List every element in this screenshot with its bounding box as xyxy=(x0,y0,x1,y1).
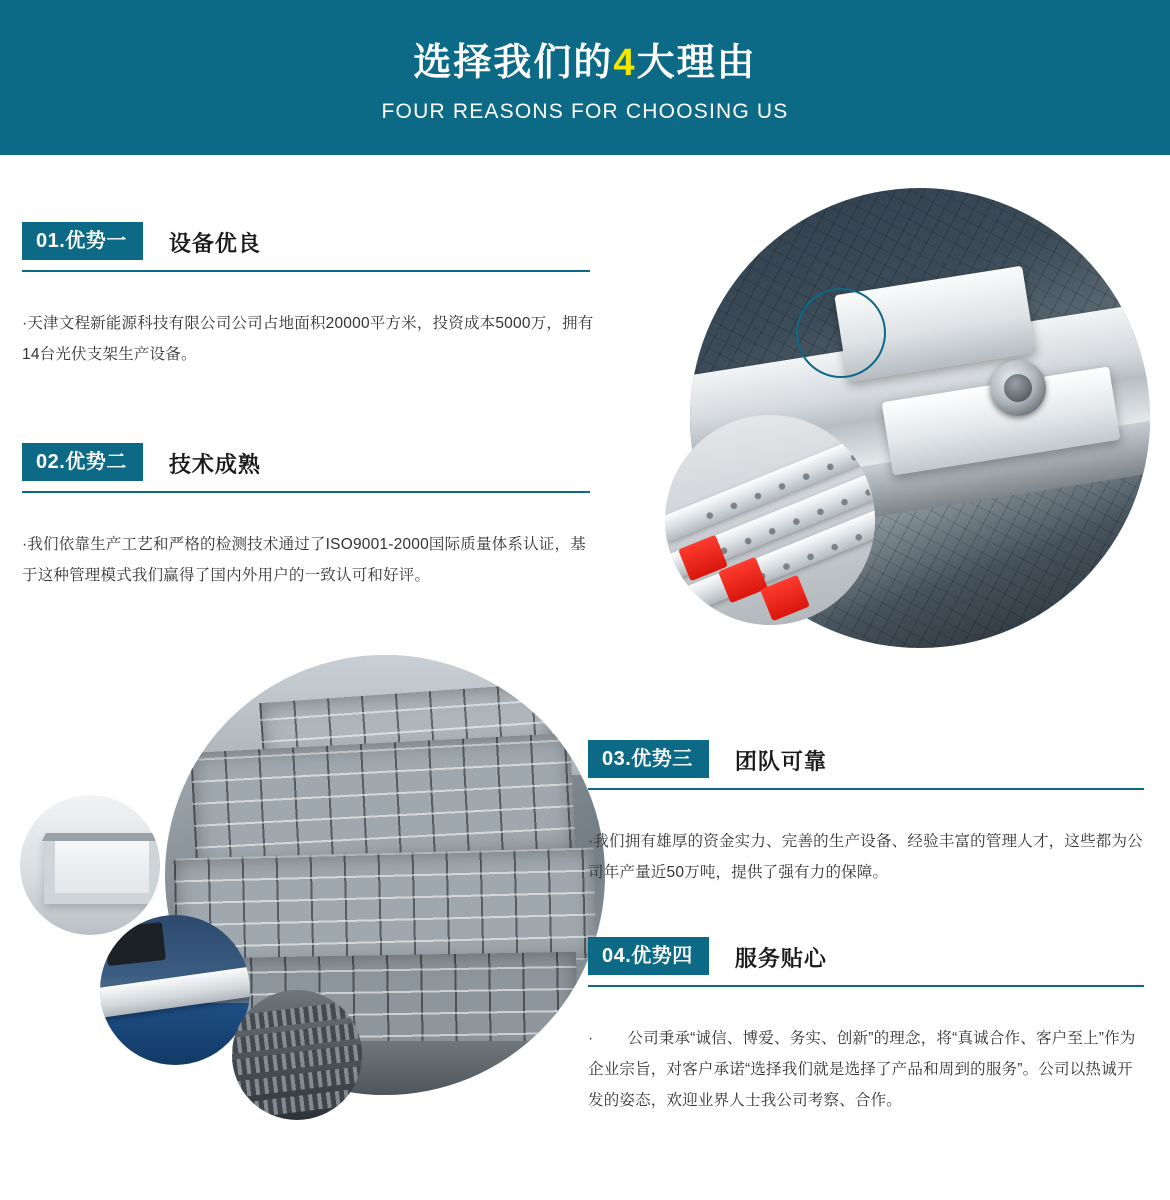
page-header xyxy=(0,0,1170,155)
advantage-2-divider xyxy=(22,491,590,493)
advantage-4-title: 服务贴心 xyxy=(734,946,827,971)
advantage-3-tag: 03.优势三 xyxy=(588,740,709,778)
advantage-1-header xyxy=(22,222,602,260)
advantage-1-tag: 01.优势一 xyxy=(22,222,143,260)
page-subtitle: FOUR REASONS FOR CHOOSING US xyxy=(381,99,789,123)
advantage-1-divider xyxy=(22,270,590,272)
page-title-prefix: 选择我们的 xyxy=(413,42,614,84)
advantage-2-body: ·我们依靠生产工艺和严格的检测技术通过了ISO9001-2000国际质量体系认证，基于这种管理模式我们赢得了国内外用户的一致认可和好评。 xyxy=(22,536,586,584)
advantage-4-divider xyxy=(588,985,1144,987)
advantage-3-title: 团队可靠 xyxy=(734,749,827,774)
u-channel-photo xyxy=(20,795,160,935)
advantage-3-divider xyxy=(588,788,1144,790)
bolt-icon xyxy=(990,360,1046,416)
advantage-2-header xyxy=(22,443,602,481)
machine-housing xyxy=(104,922,166,966)
u-channel-profile xyxy=(44,835,160,904)
advantage-4-bullet: · xyxy=(588,1030,594,1047)
steel-rails-red-caps-photo xyxy=(665,415,875,625)
advantage-2-tag: 02.优势二 xyxy=(22,443,143,481)
page-title-suffix: 大理由 xyxy=(636,42,757,84)
production-machine-photo xyxy=(100,915,250,1065)
advantage-block-1 xyxy=(22,222,602,370)
decorative-ring xyxy=(796,288,886,378)
advantage-1-body: ·天津文程新能源科技有限公司公司占地面积20000平方米，投资成本5000万，拥有14台光伏支架生产设备。 xyxy=(22,315,594,363)
advantage-4-body: 公司秉承“诚信、博爱、务实、创新”的理念，将“真诚合作、客户至上”作为企业宗旨，对客户承诺“选择我们就是选择了产品和周到的服务”。公司以热诚开发的姿态，欢迎业界人士我公司考察、合作。 xyxy=(588,1030,1136,1109)
advantage-3-header xyxy=(588,740,1148,778)
advantage-1-title: 设备优良 xyxy=(168,231,261,256)
advantage-4-tag: 04.优势四 xyxy=(588,937,709,975)
steel-coils-photo xyxy=(232,990,362,1120)
advantage-4-header xyxy=(588,937,1148,975)
advantage-block-4 xyxy=(588,937,1148,1116)
advantage-block-2 xyxy=(22,443,602,591)
advantage-3-body: ·我们拥有雄厚的资金实力、完善的生产设备、经验丰富的管理人才，这些都为公司年产量近50万吨，提供了强有力的保障。 xyxy=(588,833,1143,881)
page-title-number: 4 xyxy=(613,42,637,84)
page-title xyxy=(0,42,1170,86)
advantage-4-body-wrap xyxy=(588,1023,1144,1116)
advantage-block-3 xyxy=(588,740,1148,888)
advantage-2-title: 技术成熟 xyxy=(168,452,261,477)
